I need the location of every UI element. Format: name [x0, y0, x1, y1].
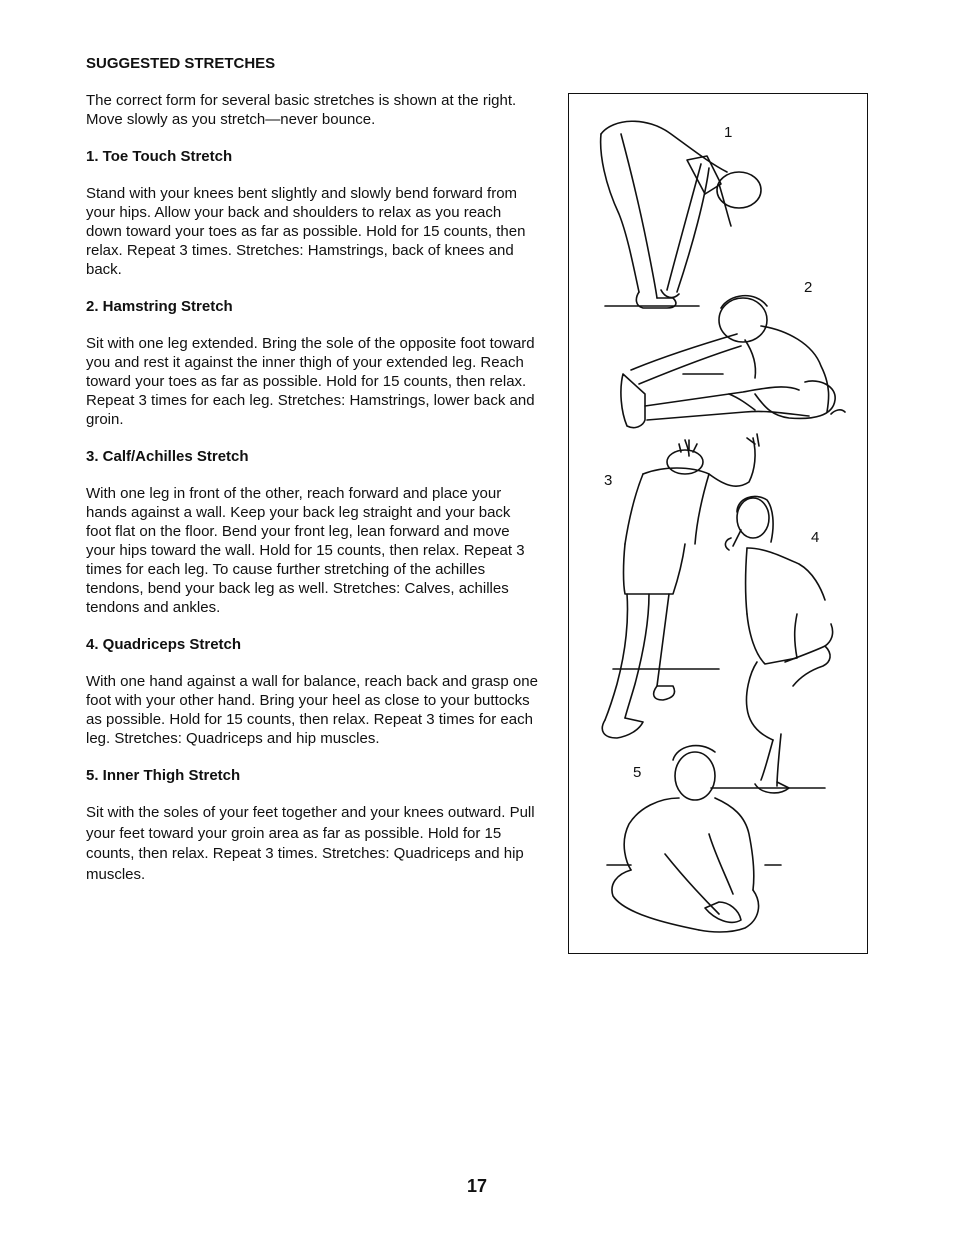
- figure-toe-touch: [601, 121, 761, 308]
- stretch-heading-hamstring: 2. Hamstring Stretch: [86, 298, 233, 315]
- figure-hamstring: [621, 296, 845, 428]
- instructions-column: [86, 54, 538, 903]
- stretch-heading-toe-touch: 1. Toe Touch Stretch: [86, 148, 233, 165]
- stretch-body-hamstring: Sit with one leg extended. Bring the sole of the opposite foot toward you and rest it against the inner thigh of your extended leg. Reach toward your toes as far as possible. Hold for 15 counts, then relax. Repeat 3 times for each leg. Stretches: Hamstrings, lower back and groin.: [86, 335, 535, 428]
- figure-label-5: 5: [633, 764, 642, 781]
- stretch-body-inner-thigh: Sit with the soles of your feet together and your knees outward. Pull your feet toward your groin area as far as possible. Hold for 15 counts, then relax. Repeat 3 times. Stretches: Quadriceps and hip muscles.: [86, 804, 535, 883]
- figure-label-2: 2: [804, 279, 813, 296]
- stretch-heading-calf-achilles: 3. Calf/Achilles Stretch: [86, 448, 249, 465]
- figure-calf-achilles: [602, 434, 759, 738]
- intro-paragraph: The correct form for several basic stretches is shown at the right. Move slowly as you stretch—never bounce.: [86, 92, 517, 128]
- section-title: SUGGESTED STRETCHES: [86, 55, 276, 72]
- stretch-illustration-panel: [568, 93, 868, 954]
- stretch-body-calf-achilles: With one leg in front of the other, reach forward and place your hands against a wall. Keep your back leg straight and your back foot flat on the floor. Bend your front leg, lean forward and move your hips toward the wall. Hold for 15 counts, then relax. Repeat 3 times for each leg. To cause further stretching of the achilles tendons, bend your back leg as well. Stretches: Calves, achilles tendons and ankles.: [86, 485, 525, 616]
- figure-label-4: 4: [811, 529, 820, 546]
- figure-label-3: 3: [604, 472, 613, 489]
- stretch-heading-quadriceps: 4. Quadriceps Stretch: [86, 636, 242, 653]
- stretch-body-quadriceps: With one hand against a wall for balance, reach back and grasp one foot with your other hand. Bring your heel as close to your buttocks as possible. Hold for 15 counts, then relax. Repeat 3 times for each leg. Stretches: Quadriceps and hip muscles.: [86, 673, 538, 747]
- stretch-figures-illustration: [569, 94, 869, 955]
- figure-label-1: 1: [724, 124, 733, 141]
- page-number: 17: [466, 1176, 488, 1196]
- stretch-heading-inner-thigh: 5. Inner Thigh Stretch: [86, 767, 241, 784]
- stretch-body-toe-touch: Stand with your knees bent slightly and slowly bend forward from your hips. Allow your back and shoulders to relax as you reach down toward your toes as far as possible. Hold for 15 counts, then relax. Repeat 3 times. Stretches: Hamstrings, back of knees and back.: [86, 185, 526, 278]
